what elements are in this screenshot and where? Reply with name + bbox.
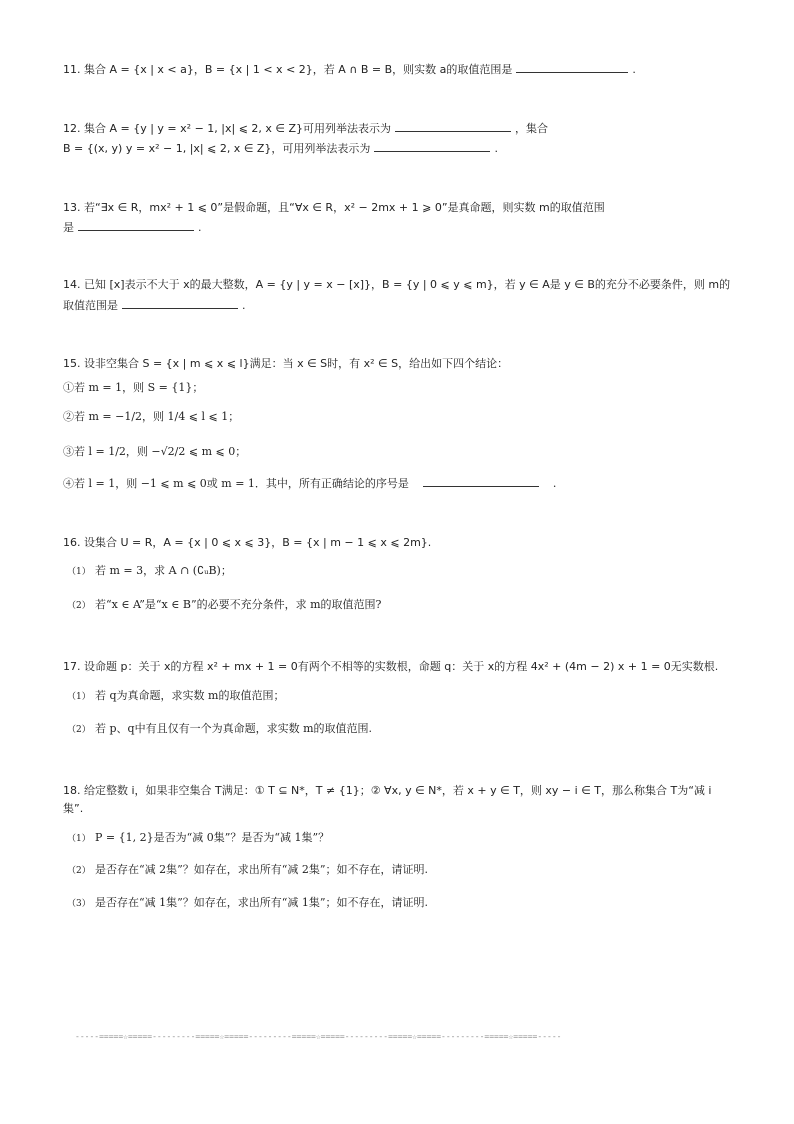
question-16-line-1	[63, 535, 431, 551]
footer-divider: -----=====☆=====---------=====☆=====---------=====☆=====---------=====☆=====---------=====☆=====-----	[75, 1032, 562, 1041]
question-16-part-1-text: 若 m = 3，求 A ∩ (∁ᵤB)；	[95, 564, 232, 577]
question-11	[63, 61, 636, 78]
question-13-line-2	[63, 219, 202, 236]
question-17-part-2-text: 若 p、q中有且仅有一个为真命题，求实数 m的取值范围.	[95, 722, 373, 735]
question-14-text-2: 取值范围是	[63, 299, 118, 312]
question-11-tail: .	[632, 63, 636, 76]
question-14-line-2	[63, 297, 246, 314]
question-16-text: 16. 设集合 U = R，A = {x | 0 ⩽ x ⩽ 3}，B = {x | m − 1 ⩽ x ⩽ 2m}.	[63, 536, 432, 549]
question-12-text: 12. 集合 A = {y | y = x² − 1, |x| ⩽ 2, x ∈ Z}可用列举法表示为	[63, 122, 392, 135]
part-number: （1）	[67, 692, 91, 702]
question-12-line-1	[63, 120, 548, 137]
question-17-part-1-text: 若 q为真命题，求实数 m的取值范围；	[95, 689, 285, 702]
question-18-part-2	[67, 862, 428, 879]
part-number: （1）	[67, 834, 91, 844]
question-15-text: 15. 设非空集合 S = {x | m ⩽ x ⩽ l}满足：当 x ∈ S时，有 x² ∈ S，给出如下四个结论：	[63, 357, 509, 370]
answer-blank	[78, 219, 194, 231]
part-number: （2）	[67, 725, 91, 735]
question-18-line-1	[63, 783, 711, 799]
question-18-part-1	[67, 830, 329, 847]
question-16-part-1	[67, 563, 232, 580]
answer-blank	[122, 297, 238, 309]
question-14-line-1	[63, 277, 730, 293]
question-17-text: 17. 设命题 p：关于 x的方程 x² + mx + 1 = 0有两个不相等的实数根，命题 q：关于 x的方程 4x² + (4m − 2) x + 1 = 0无实数根.	[63, 660, 719, 673]
answer-blank	[516, 61, 628, 73]
question-13-text-2: 是	[63, 221, 74, 234]
answer-blank	[423, 475, 539, 487]
question-18-text: 18. 给定整数 i，如果非空集合 T满足：① T ⊆ N*，T ≠ {1}；② ∀x, y ∈ N*，若 x + y ∈ T，则 xy − i ∈ T，那么称集合 T为“减 i	[63, 784, 712, 797]
question-17-part-2	[67, 721, 372, 738]
question-14-text: 14. 已知 [x]表示不大于 x的最大整数，A = {y | y = x − [x]}，B = {y | 0 ⩽ y ⩽ m}，若 y ∈ A是 y ∈ B的充分不必要条件，则 m的	[63, 278, 731, 291]
part-number: （2）	[67, 601, 91, 611]
question-15-conclusion-4-text: ④若 l = 1，则 −1 ⩽ m ⩽ 0或 m = 1．其中，所有正确结论的序号是	[63, 477, 409, 490]
answer-blank	[374, 140, 490, 152]
question-16-part-2-text: 若“x ∈ A”是“x ∈ B”的必要不充分条件，求 m的取值范围?	[95, 598, 382, 611]
part-number: （3）	[67, 899, 91, 909]
answer-blank	[395, 120, 511, 132]
question-17-line-1	[63, 659, 718, 675]
question-18-text-2: 集”.	[63, 802, 84, 815]
question-18-part-3-text: 是否存在“减 1集”？如存在，求出所有“减 1集”；如不存在，请证明.	[95, 896, 428, 909]
part-number: （1）	[67, 567, 91, 577]
question-15-conclusion-2	[63, 409, 239, 425]
question-11-text: 11. 集合 A = {x | x < a}，B = {x | 1 < x < 2}，若 A ∩ B = B，则实数 a的取值范围是	[63, 63, 513, 76]
question-15-line-1	[63, 356, 508, 372]
question-18-part-1-text: P = {1, 2}是否为“减 0集”？是否为“减 1集”？	[95, 831, 330, 844]
question-13-line-1	[63, 200, 605, 216]
question-17-part-1	[67, 688, 284, 705]
question-12-text-2: B = {(x, y) y = x² − 1, |x| ⩽ 2, x ∈ Z}，可用列举法表示为	[63, 142, 371, 155]
question-15-conclusion-3	[63, 444, 246, 460]
question-15-conclusion-1-text: ①若 m = 1，则 S = {1}；	[63, 381, 204, 394]
question-13-text: 13. 若“∃x ∈ R，mx² + 1 ⩽ 0”是假命题，且“∀x ∈ R，x² − 2mx + 1 ⩾ 0”是真命题，则实数 m的取值范围	[63, 201, 605, 214]
question-15-conclusion-3-text: ③若 l = 1/2，则 −√2/2 ⩽ m ⩽ 0；	[63, 445, 247, 458]
question-18-line-2	[63, 801, 83, 817]
question-12-tail: ，集合	[515, 122, 549, 135]
question-18-part-3	[67, 895, 428, 912]
question-12-line-2	[63, 140, 498, 157]
question-15-conclusion-4	[63, 475, 556, 492]
question-15-tail: .	[552, 477, 557, 490]
question-13-tail: .	[198, 221, 202, 234]
question-15-conclusion-1	[63, 380, 203, 396]
question-15-conclusion-2-text: ②若 m = −1/2，则 1/4 ⩽ l ⩽ 1；	[63, 410, 240, 423]
question-16-part-2	[67, 597, 381, 614]
question-14-tail: .	[242, 299, 246, 312]
question-12-tail-2: .	[494, 142, 498, 155]
question-18-part-2-text: 是否存在“减 2集”？如存在，求出所有“减 2集”；如不存在，请证明.	[95, 863, 428, 876]
part-number: （2）	[67, 866, 91, 876]
